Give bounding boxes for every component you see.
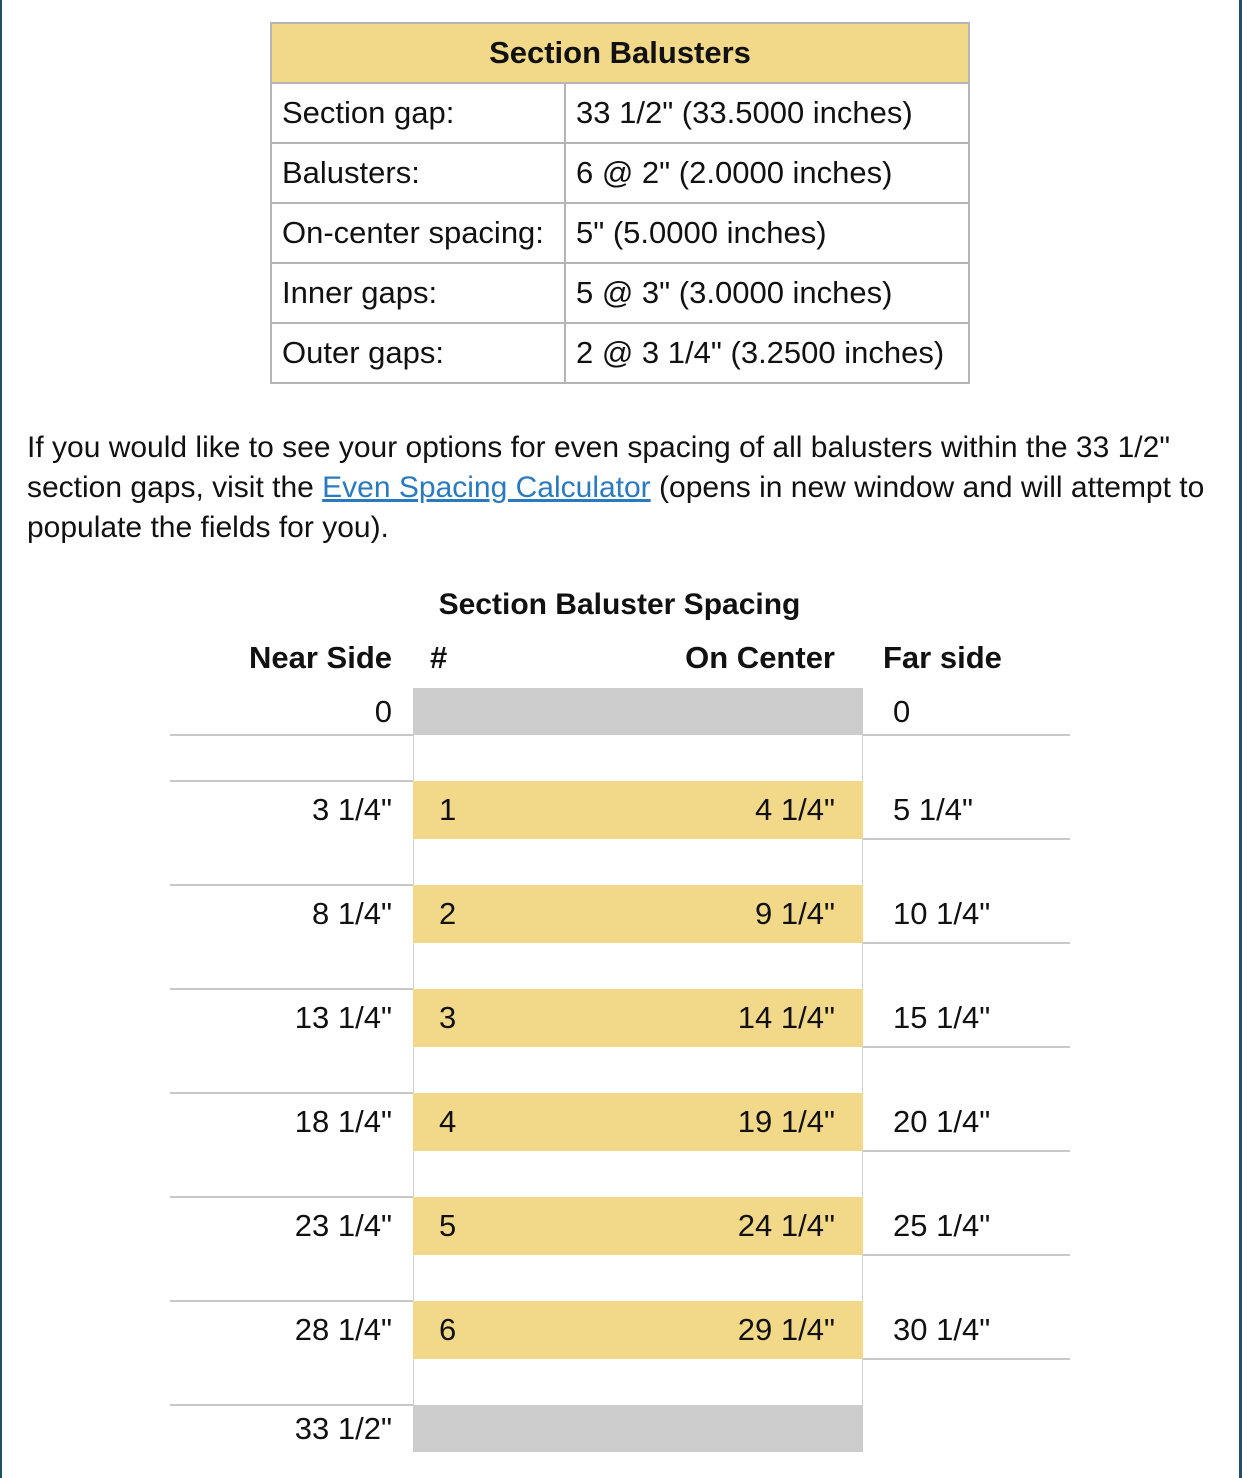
gap-cell — [413, 839, 863, 885]
divider-line — [863, 838, 1070, 840]
note-text-after: (opens in new window and will attempt to populate the fields for you). — [27, 471, 1205, 544]
spacing-title: Section Baluster Spacing — [438, 588, 801, 621]
baluster-far-side: 25 1/4" — [893, 1208, 991, 1243]
balusters-value: 6 @ 2" (2.0000 inches) — [565, 143, 969, 203]
section-gap-value: 33 1/2" (33.5000 inches) — [565, 83, 969, 143]
number-header: # — [430, 640, 448, 675]
baluster-on-center: 9 1/4" — [755, 896, 835, 931]
divider-line — [863, 1358, 1070, 1360]
gap-cell — [413, 735, 863, 781]
on-center-spacing-label: On-center spacing: — [271, 203, 565, 263]
end-post — [413, 1405, 863, 1452]
far-side-start: 0 — [893, 693, 911, 729]
baluster-on-center: 24 1/4" — [737, 1208, 835, 1243]
divider-line — [863, 1046, 1070, 1048]
near-side-end: 33 1/2" — [294, 1410, 392, 1446]
inner-gaps-label: Inner gaps: — [271, 263, 565, 323]
section-balusters-title: Section Balusters — [271, 23, 969, 83]
table-row — [271, 83, 969, 143]
baluster-bar — [413, 1301, 863, 1359]
baluster-bar — [413, 1093, 863, 1151]
note-text-before: If you would like to see your options for even spacing of all balusters within the 33 1/2" section gaps, visit the — [27, 431, 1170, 504]
baluster-number: 5 — [439, 1208, 457, 1243]
table-row — [271, 143, 969, 203]
gap-cell — [413, 1047, 863, 1093]
baluster-on-center: 29 1/4" — [737, 1312, 835, 1347]
outer-gaps-label: Outer gaps: — [271, 323, 565, 383]
baluster-bar — [413, 1197, 863, 1255]
baluster-on-center: 19 1/4" — [737, 1104, 835, 1139]
on-center-spacing-value: 5" (5.0000 inches) — [565, 203, 969, 263]
inner-gaps-value: 5 @ 3" (3.0000 inches) — [565, 263, 969, 323]
gap-cell — [413, 1359, 863, 1405]
baluster-number: 1 — [439, 792, 457, 827]
table-row — [271, 263, 969, 323]
baluster-far-side: 15 1/4" — [893, 1000, 991, 1035]
balusters-label: Balusters: — [271, 143, 565, 203]
baluster-near-side: 13 1/4" — [294, 1000, 392, 1035]
window-border-left — [0, 0, 2, 1478]
gap-cell — [413, 943, 863, 989]
baluster-near-side: 28 1/4" — [294, 1312, 392, 1347]
baluster-near-side: 8 1/4" — [312, 896, 392, 931]
baluster-number: 4 — [439, 1104, 457, 1139]
even-spacing-calculator-link[interactable]: Even Spacing Calculator — [322, 471, 651, 504]
even-spacing-note — [27, 428, 1222, 548]
baluster-near-side: 18 1/4" — [294, 1104, 392, 1139]
gap-cell — [413, 1255, 863, 1301]
divider-line — [170, 734, 413, 736]
gap-cell — [413, 1151, 863, 1197]
baluster-bar — [413, 781, 863, 839]
baluster-number: 2 — [439, 896, 457, 931]
divider-line — [863, 1150, 1070, 1152]
start-post — [413, 688, 863, 735]
outer-gaps-value: 2 @ 3 1/4" (3.2500 inches) — [565, 323, 969, 383]
baluster-far-side: 5 1/4" — [893, 792, 973, 827]
table-row — [271, 203, 969, 263]
near-side-start: 0 — [374, 693, 392, 729]
baluster-near-side: 23 1/4" — [294, 1208, 392, 1243]
divider-line — [863, 734, 1070, 736]
baluster-number: 6 — [439, 1312, 457, 1347]
baluster-far-side: 20 1/4" — [893, 1104, 991, 1139]
baluster-far-side: 10 1/4" — [893, 896, 991, 931]
baluster-number: 3 — [439, 1000, 457, 1035]
baluster-near-side: 3 1/4" — [312, 792, 392, 827]
divider-line — [863, 1254, 1070, 1256]
baluster-bar — [413, 885, 863, 943]
far-side-header: Far side — [883, 640, 1002, 675]
divider-line — [863, 942, 1070, 944]
section-gap-label: Section gap: — [271, 83, 565, 143]
on-center-header: On Center — [685, 640, 835, 675]
near-side-header: Near Side — [248, 640, 392, 675]
baluster-far-side: 30 1/4" — [893, 1312, 991, 1347]
table-row — [271, 323, 969, 383]
section-balusters-table — [270, 22, 970, 384]
baluster-on-center: 4 1/4" — [755, 792, 835, 827]
baluster-on-center: 14 1/4" — [737, 1000, 835, 1035]
baluster-bar — [413, 989, 863, 1047]
